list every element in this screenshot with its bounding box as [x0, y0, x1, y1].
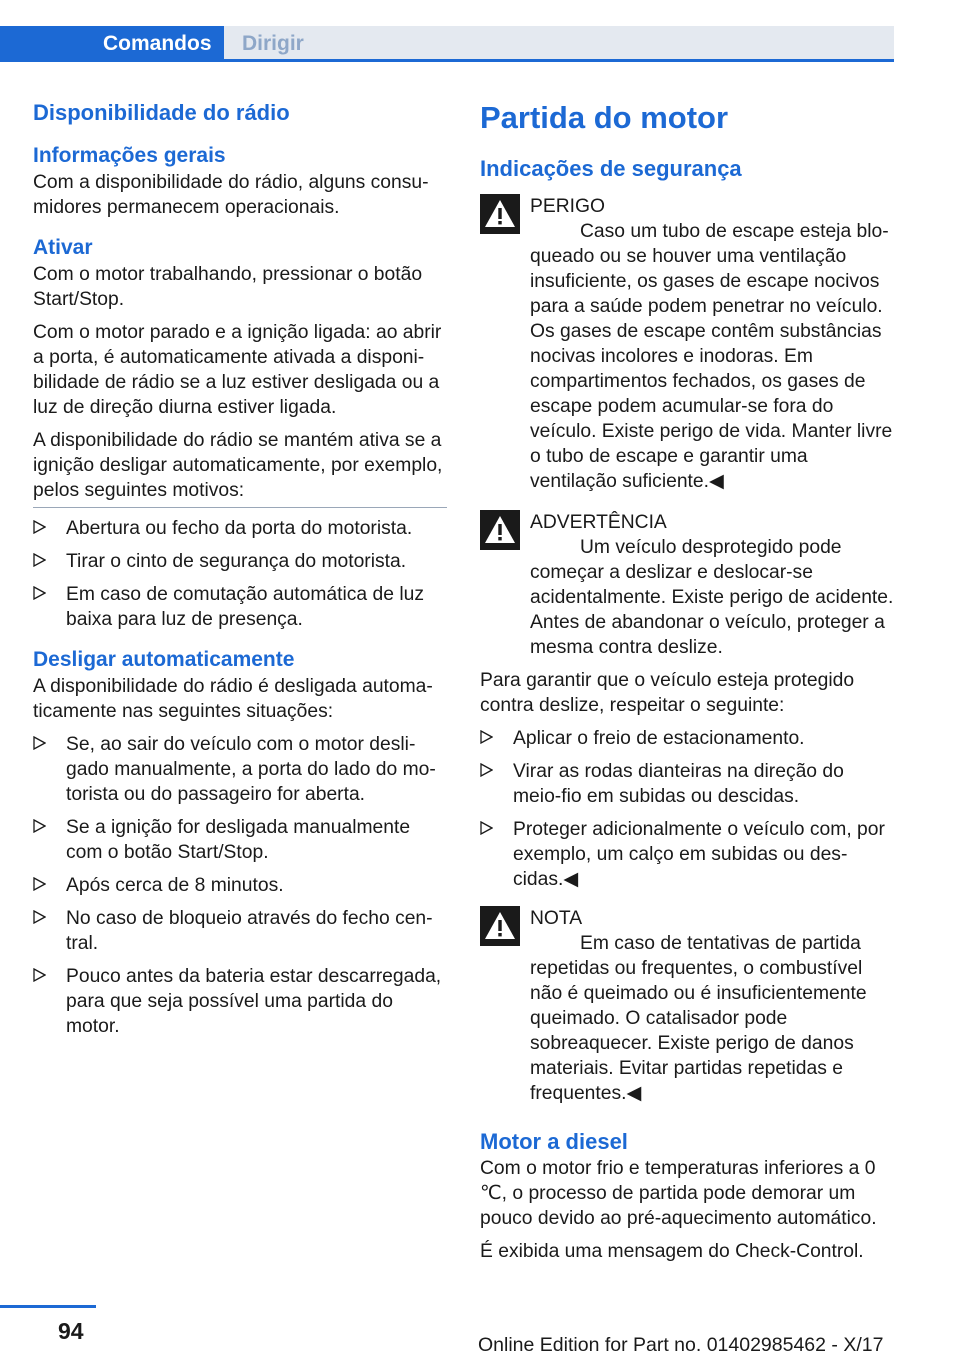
list-item-text: Pouco antes da bateria estar descarregada, para que seja possível uma partida do motor. — [66, 966, 442, 1037]
bullet-triangle-icon — [33, 586, 46, 600]
danger-notice — [480, 194, 896, 494]
heading-general: Informações gerais — [33, 144, 226, 167]
paragraph-activate-3: A disponibilidade do rádio se mantém ativa se a ignição desligar automaticamente, por exemplo, pelos seguintes motivos: — [33, 430, 443, 501]
heading-diesel: Motor a diesel — [480, 1129, 628, 1154]
paragraph-diesel-1: Com o motor frio e temperaturas inferiores a 0 ℃, o processo de partida pode demorar um pouco devido ao pré-aquecimento automático. — [480, 1158, 877, 1229]
section-diesel — [480, 1128, 896, 1264]
warning-triangle-icon — [480, 510, 520, 550]
warning-text: Um veículo desprotegido pode começar a deslizar e deslocar-se acidentalmente. Existe perigo de acidente. Antes de abandonar o veículo, proteger a mesma contra deslize. — [530, 537, 894, 658]
bullet-triangle-icon — [33, 877, 46, 891]
list-activate — [33, 516, 447, 632]
bullet-triangle-icon — [33, 819, 46, 833]
list-item — [33, 964, 447, 1039]
tab-comandos[interactable]: Comandos — [0, 26, 224, 62]
list-item — [33, 732, 447, 807]
right-column — [480, 98, 896, 1272]
list-item — [33, 906, 447, 956]
list-item-text: Se a ignição for desligada manualmente com o botão Start/Stop. — [66, 817, 411, 863]
paragraph-diesel-2: É exibida uma mensagem do Check-Control. — [480, 1241, 864, 1262]
page-number: 94 — [58, 1318, 84, 1344]
bullet-triangle-icon — [33, 910, 46, 924]
note-notice — [480, 906, 896, 1106]
heading-activate: Ativar — [33, 236, 93, 259]
list-item-text: Proteger adicionalmente o veículo com, por exemplo, um calço em subidas ou descidas.◀ — [513, 819, 885, 890]
bullet-triangle-icon — [480, 821, 493, 835]
bullet-triangle-icon — [33, 520, 46, 534]
section-title-engine-start: Partida do motor — [480, 100, 729, 135]
footer-rule — [0, 1305, 96, 1308]
divider — [33, 507, 447, 508]
list-item — [480, 817, 896, 892]
bullet-triangle-icon — [480, 763, 493, 777]
note-label: NOTA — [530, 908, 583, 929]
list-item — [480, 759, 896, 809]
list-item — [33, 815, 447, 865]
paragraph-activate-2: Com o motor parado e a ignição ligada: ao abrir a porta, é automaticamente ativada a disponibilidade de rádio se a luz estiver desligada ou a luz de direção diurna estiver ligada. — [33, 322, 442, 418]
paragraph-activate-1: Com o motor trabalhando, pressionar o botão Start/Stop. — [33, 264, 423, 310]
warning-triangle-icon — [480, 906, 520, 946]
section-safety — [480, 154, 896, 1106]
warning-label: ADVERTÊNCIA — [530, 512, 667, 533]
section-activate — [33, 234, 447, 632]
list-item-text: Após cerca de 8 minutos. — [66, 875, 284, 896]
list-item-text: No caso de bloqueio através do fecho central. — [66, 908, 433, 954]
heading-safety: Indicações de segurança — [480, 156, 742, 181]
bullet-triangle-icon — [33, 968, 46, 982]
section-title-radio: Disponibilidade do rádio — [33, 100, 290, 125]
list-item — [480, 726, 896, 751]
list-item — [33, 549, 447, 574]
danger-text: Caso um tubo de escape esteja bloqueado ou se houver uma ventilação insuficiente, os gases de escape nocivos para a saúde podem penetrar no veículo. Os gases de escape contêm substâncias nocivas incolores e inodoras. Em compartimentos fechados, os gases de escape podem acumular-se fora do veículo. Existe perigo de vida. Manter livre o tubo de escape e garantir uma ventilação suficiente.◀ — [530, 221, 893, 492]
list-item — [33, 516, 447, 541]
heading-auto-off: Desligar automaticamente — [33, 648, 295, 671]
header-rule — [0, 59, 894, 62]
bullet-triangle-icon — [480, 730, 493, 744]
danger-label: PERIGO — [530, 196, 605, 217]
bullet-triangle-icon — [33, 736, 46, 750]
list-item — [33, 582, 447, 632]
list-item-text: Abertura ou fecho da porta do motorista. — [66, 518, 413, 539]
paragraph-auto-off: A disponibilidade do rádio é desligada automaticamente nas seguintes situações: — [33, 676, 433, 722]
section-auto-off — [33, 646, 447, 1039]
left-column — [33, 98, 447, 1047]
list-item-text: Se, ao sair do veículo com o motor desligado manualmente, a porta do lado do motorista ou do passageiro for aberta. — [66, 734, 436, 805]
bullet-triangle-icon — [33, 553, 46, 567]
note-text: Em caso de tentativas de partida repetidas ou frequentes, o combustível não é queimado ou é insuficientemente queimado. O catalisador pode sobreaquecer. Existe perigo de danos materiais. Evitar partidas repetidas e frequentes.◀ — [530, 933, 867, 1104]
paragraph-general: Com a disponibilidade do rádio, alguns consumidores permanecem operacionais. — [33, 172, 429, 218]
list-item-text: Aplicar o freio de estacionamento. — [513, 728, 805, 749]
list-item-text: Tirar o cinto de segurança do motorista. — [66, 551, 407, 572]
edition-text: Online Edition for Part no. 01402985462 - X/17 — [478, 1334, 884, 1356]
list-auto-off — [33, 732, 447, 1039]
header-tabs — [0, 0, 894, 62]
tab-dirigir[interactable]: Dirigir — [224, 26, 894, 62]
list-item-text: Virar as rodas dianteiras na direção do meio-fio em subidas ou descidas. — [513, 761, 844, 807]
section-general — [33, 142, 447, 220]
warning-triangle-icon — [480, 194, 520, 234]
list-item — [33, 873, 447, 898]
paragraph-secure: Para garantir que o veículo esteja protegido contra deslize, respeitar o seguinte: — [480, 670, 855, 716]
warning-notice — [480, 510, 896, 660]
list-secure — [480, 726, 896, 892]
list-item-text: Em caso de comutação automática de luz baixa para luz de presença. — [66, 584, 424, 630]
